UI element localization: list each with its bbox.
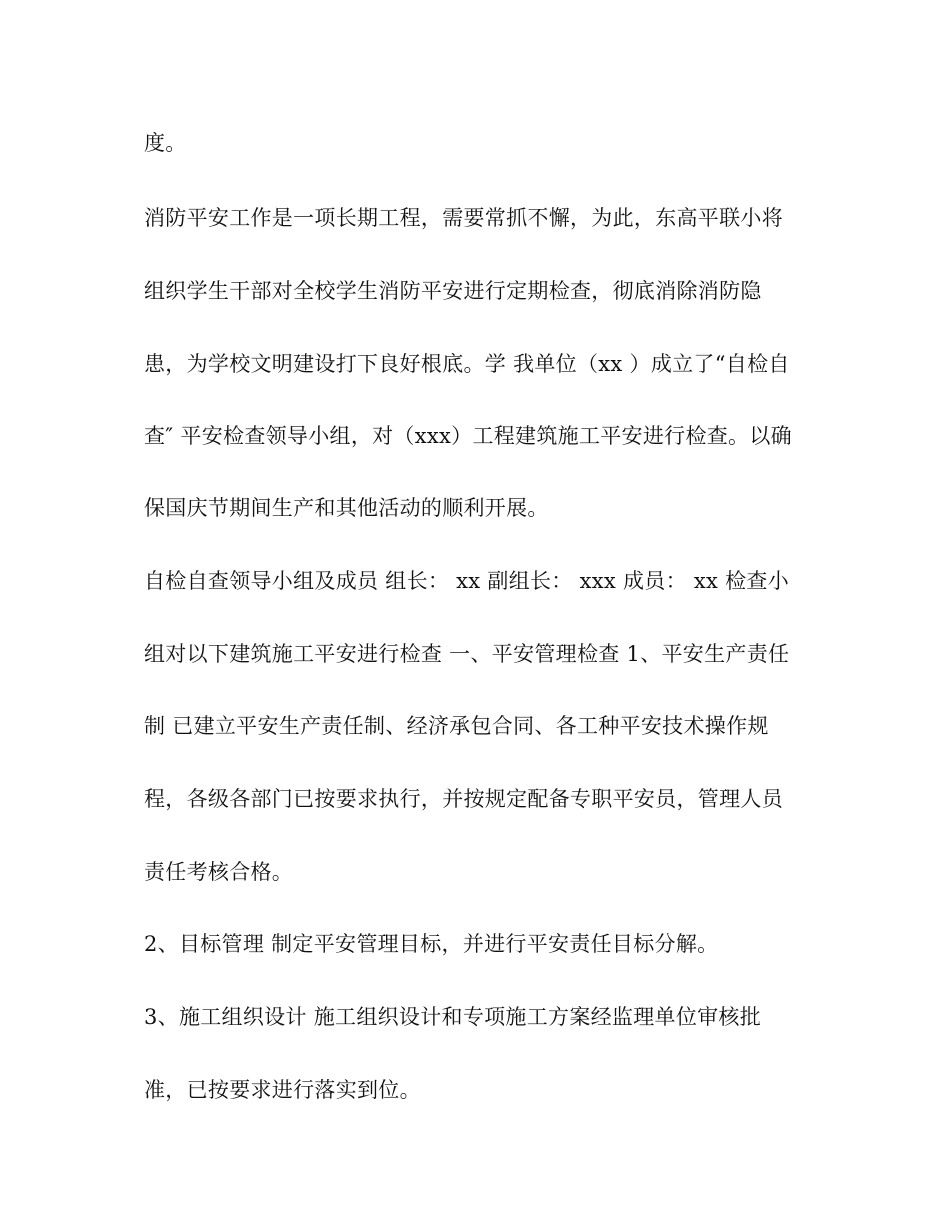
- text-line: 程，各级各部门已按要求执行，并按规定配备专职平安员，管理人员: [144, 787, 783, 811]
- text-line: 责任考核合格。: [144, 860, 294, 884]
- text-line: 3、施工组织设计 施工组织设计和专项施工方案经监理单位审核批: [144, 1005, 762, 1029]
- text-line: 制 已建立平安生产责任制、经济承包合同、各工种平安技术操作规: [144, 714, 769, 738]
- text-line: 自检自查领导小组及成员 组长： xx 副组长： xxx 成员： xx 检查小: [144, 569, 790, 593]
- text-line: 患，为学校文明建设打下良好根底。学 我单位（xx ）成立了“自检自: [144, 352, 790, 376]
- text-line: 准，已按要求进行落实到位。: [144, 1078, 421, 1102]
- text-line: 2、目标管理 制定平安管理目标，并进行平安责任目标分解。: [144, 932, 719, 956]
- text-line: 组织学生干部对全校学生消防平安进行定期检查，彻底消除消防隐: [144, 279, 762, 303]
- text-line: 组对以下建筑施工平安进行检查 一、平安管理检查 1、平安生产责任: [144, 642, 790, 666]
- text-line: 消防平安工作是一项长期工程，需要常抓不懈，为此，东高平联小将: [144, 206, 783, 230]
- text-line: 保国庆节期间生产和其他活动的顺利开展。: [144, 496, 549, 520]
- text-line: 查″ 平安检查领导小组，对（xxx）工程建筑施工平安进行检查。以确: [144, 424, 792, 448]
- text-line: 度。: [144, 131, 187, 155]
